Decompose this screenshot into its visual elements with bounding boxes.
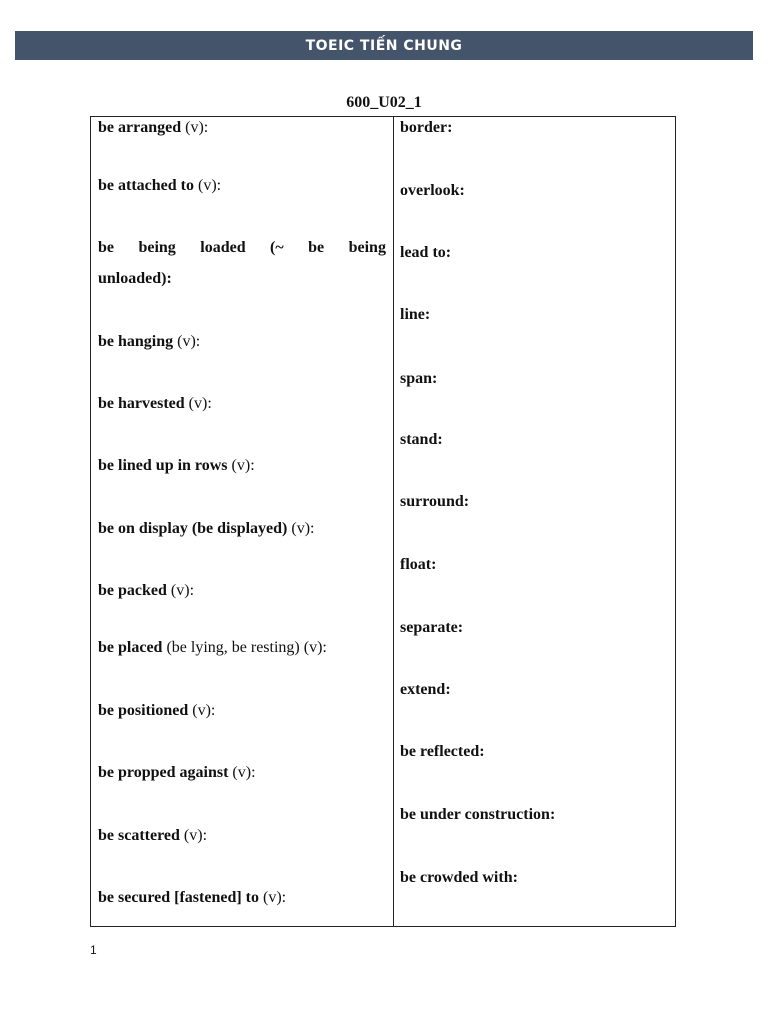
right-entry-span: span: (400, 370, 438, 387)
left-entry-be-being-loaded: be being loaded (~ be being (98, 239, 386, 256)
left-entry-be-placed: be placed (be lying, be resting) (v): (98, 639, 327, 656)
header-title: TOEIC TIẾN CHUNG (305, 37, 463, 54)
left-entry-be-attached-to: be attached to (v): (98, 177, 222, 194)
left-entry-be-harvested: be harvested (v): (98, 395, 212, 412)
left-entry-be-propped-against: be propped against (v): (98, 764, 256, 781)
right-entry-separate: separate: (400, 619, 464, 636)
left-entry-be-positioned: be positioned (v): (98, 702, 216, 719)
right-entry-stand: stand: (400, 431, 443, 448)
right-entry-be-reflected: be reflected: (400, 743, 485, 760)
document-title: 600_U02_1 (346, 94, 422, 111)
vocabulary-table (90, 116, 676, 927)
right-entry-float: float: (400, 556, 437, 573)
left-entry-unloaded: unloaded): (98, 270, 172, 287)
left-entry-be-hanging: be hanging (v): (98, 333, 201, 350)
right-entry-extend: extend: (400, 681, 451, 698)
left-entry-be-on-display: be on display (be displayed) (v): (98, 520, 315, 537)
left-entry-be-arranged: be arranged (v): (98, 119, 209, 136)
left-entry-be-packed: be packed (v): (98, 582, 195, 599)
right-entry-overlook: overlook: (400, 182, 465, 199)
right-entry-surround: surround: (400, 493, 470, 510)
page-number: 1 (90, 943, 97, 957)
right-entry-border: border: (400, 119, 453, 136)
left-entry-be-lined-up-in-rows: be lined up in rows (v): (98, 457, 255, 474)
left-entry-be-scattered: be scattered (v): (98, 827, 208, 844)
right-entry-lead-to: lead to: (400, 244, 452, 261)
header-bar (15, 31, 753, 60)
right-entry-line: line: (400, 306, 431, 323)
right-entry-be-crowded-with: be crowded with: (400, 869, 518, 886)
column-divider (393, 117, 394, 926)
right-entry-be-under-construction: be under construction: (400, 806, 556, 823)
left-entry-be-secured-to: be secured [fastened] to (v): (98, 889, 287, 906)
